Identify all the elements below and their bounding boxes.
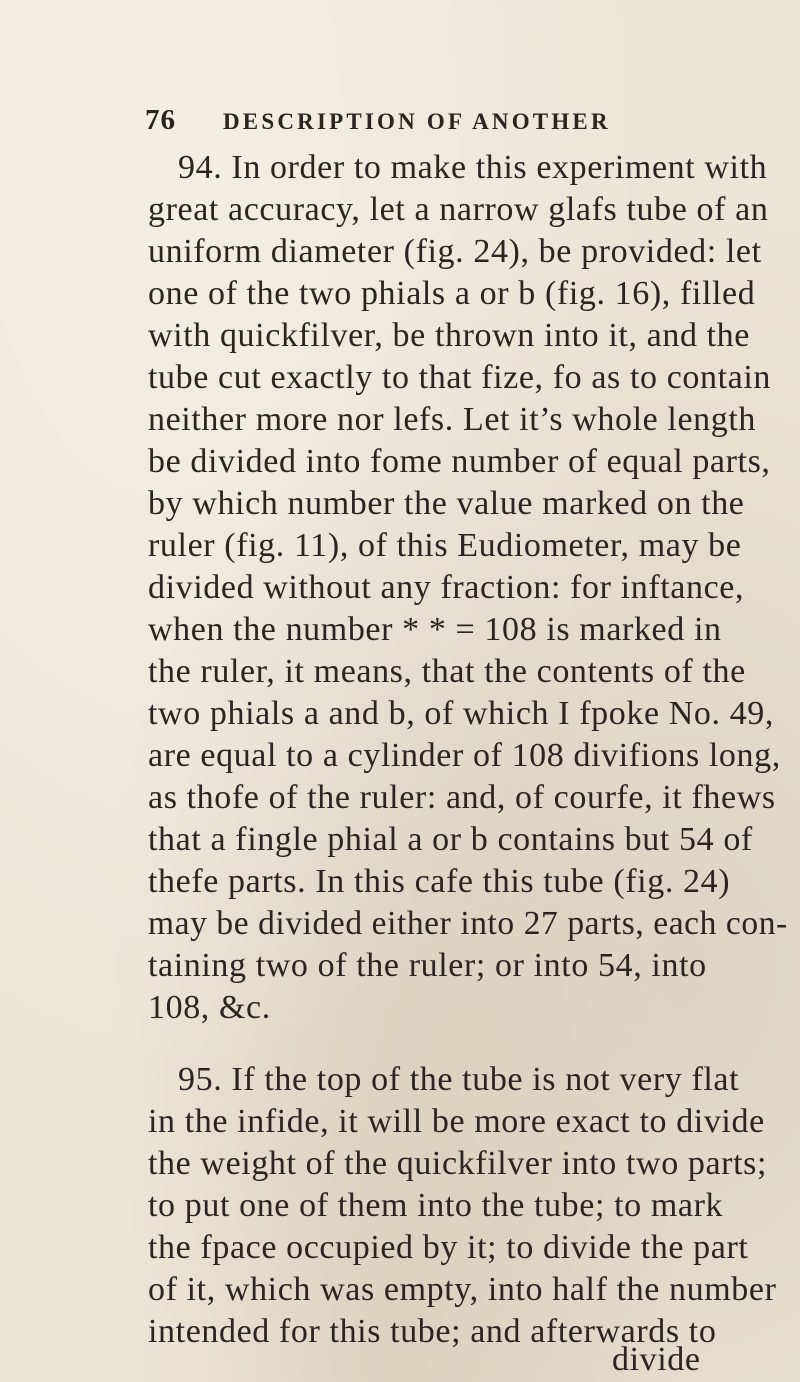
text-line: the fpace occupied by it; to divide the part: [148, 1229, 749, 1266]
text-line: the ruler, it means, that the contents of the: [148, 653, 746, 690]
text-line: intended for this tube; and afterwards to: [148, 1313, 717, 1350]
text-line: thefe parts. In this cafe this tube (fig. 24): [148, 863, 731, 900]
text-line: one of the two phials a or b (fig. 16), filled: [148, 275, 756, 312]
text-line: 94. In order to make this experiment with: [178, 149, 768, 186]
running-title: DESCRIPTION OF ANOTHER: [223, 109, 611, 134]
page-number: 76: [145, 104, 176, 136]
text-line: 95. If the top of the tube is not very flat: [178, 1061, 740, 1098]
text-line: tube cut exactly to that fize, fo as to contain: [148, 359, 771, 396]
running-head: [145, 104, 785, 144]
text-line: are equal to a cylinder of 108 divifions long,: [148, 737, 781, 774]
text-line: 108, &c.: [148, 989, 271, 1026]
text-line: be divided into fome number of equal parts,: [148, 443, 771, 480]
text-line: uniform diameter (fig. 24), be provided: let: [148, 233, 762, 270]
text-line: divided without any fraction: for inftance,: [148, 569, 745, 606]
text-line: great accuracy, let a narrow glafs tube of an: [148, 191, 769, 228]
catchword: divide: [612, 1341, 701, 1378]
text-line: as thofe of the ruler: and, of courfe, it fhews: [148, 779, 776, 816]
text-line: may be divided either into 27 parts, each con-: [148, 905, 788, 942]
text-line: in the infide, it will be more exact to divide: [148, 1103, 765, 1140]
text-line: when the number * * = 108 is marked in: [148, 611, 722, 648]
text-line: two phials a and b, of which I fpoke No. 49,: [148, 695, 774, 732]
text-line: taining two of the ruler; or into 54, into: [148, 947, 707, 984]
text-line: with quickfilver, be thrown into it, and the: [148, 317, 750, 354]
text-line: the weight of the quickfilver into two parts;: [148, 1145, 768, 1182]
text-line: that a fingle phial a or b contains but 54 of: [148, 821, 753, 858]
text-line: neither more nor lefs. Let it’s whole length: [148, 401, 757, 438]
text-line: of it, which was empty, into half the number: [148, 1271, 777, 1308]
text-line: by which number the value marked on the: [148, 485, 745, 522]
text-line: to put one of them into the tube; to mark: [148, 1187, 724, 1224]
text-line: ruler (fig. 11), of this Eudiometer, may be: [148, 527, 742, 564]
